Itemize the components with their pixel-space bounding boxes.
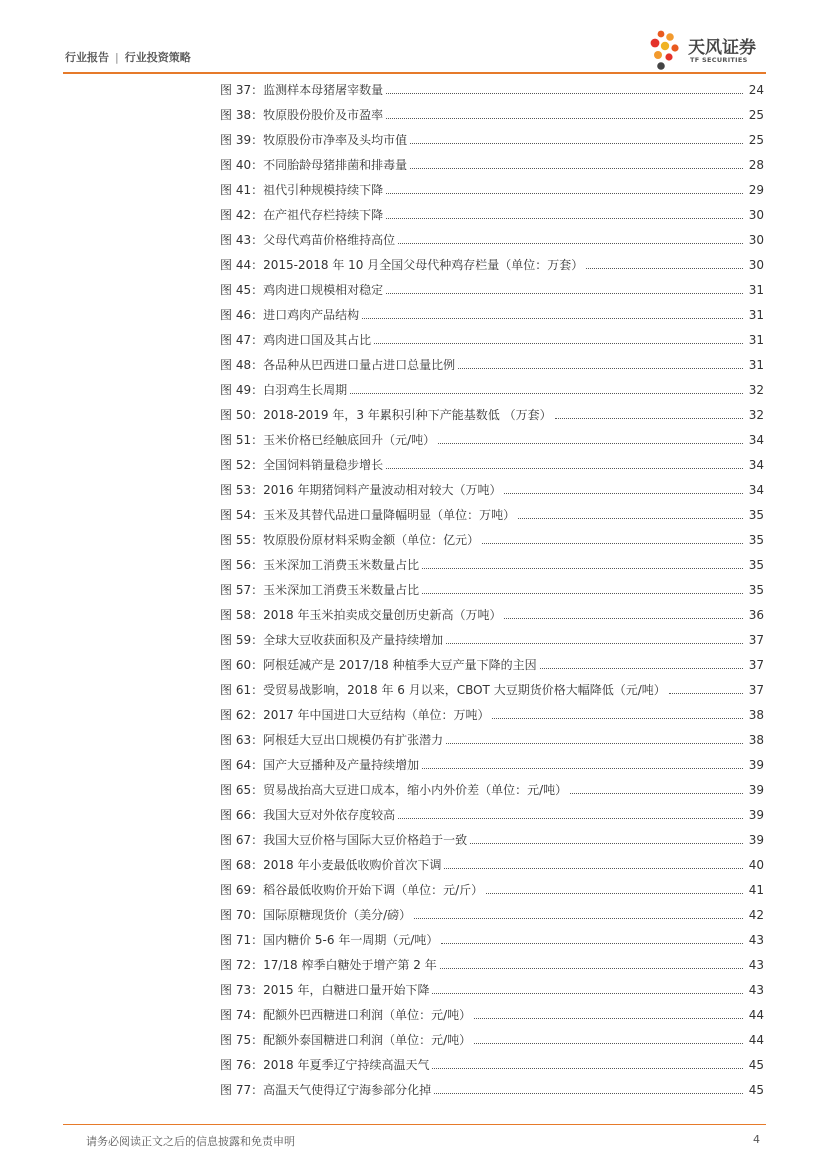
figure-page-number: 34 bbox=[748, 432, 764, 447]
toc-row[interactable] bbox=[220, 802, 764, 827]
figure-number: 图 70： bbox=[220, 908, 264, 922]
figure-number: 图 43： bbox=[220, 233, 264, 247]
toc-row[interactable] bbox=[220, 127, 764, 152]
figure-title: 阿根廷大豆出口规模仍有扩张潜力 bbox=[263, 733, 444, 747]
figure-title: 我国大豆价格与国际大豆价格趋于一致 bbox=[263, 833, 468, 847]
dot-leader bbox=[386, 468, 743, 469]
dot-leader bbox=[504, 618, 743, 619]
breadcrumb-report-type: 行业报告 bbox=[65, 51, 109, 64]
toc-row[interactable] bbox=[220, 727, 764, 752]
company-logo bbox=[648, 28, 766, 72]
toc-row[interactable] bbox=[220, 152, 764, 177]
figure-title: 全球大豆收获面积及产量持续增加 bbox=[263, 633, 444, 647]
figure-list bbox=[220, 77, 764, 1102]
figure-page-number: 45 bbox=[748, 1057, 764, 1072]
figure-page-number: 32 bbox=[748, 407, 764, 422]
breadcrumb-report-category: 行业投资策略 bbox=[124, 51, 191, 64]
figure-page-number: 39 bbox=[748, 807, 764, 822]
figure-title: 2015-2018 年 10 月全国父母代种鸡存栏量（单位：万套） bbox=[263, 258, 584, 272]
figure-title: 国际原糖现货价（美分/磅） bbox=[263, 908, 412, 922]
figure-number: 图 45： bbox=[220, 283, 264, 297]
figure-title: 父母代鸡苗价格维持高位 bbox=[263, 233, 396, 247]
figure-page-number: 35 bbox=[748, 507, 764, 522]
figure-number: 图 63： bbox=[220, 733, 264, 747]
figure-page-number: 30 bbox=[748, 207, 764, 222]
figure-page-number: 37 bbox=[748, 657, 764, 672]
figure-title: 白羽鸡生长周期 bbox=[263, 383, 348, 397]
page-header bbox=[63, 0, 766, 76]
dot-leader bbox=[432, 993, 743, 994]
figure-title: 贸易战抬高大豆进口成本，缩小内外价差（单位：元/吨） bbox=[263, 783, 568, 797]
dot-leader bbox=[441, 943, 743, 944]
figure-number: 图 39： bbox=[220, 133, 264, 147]
footer-disclaimer: 请务必阅读正文之后的信息披露和免责申明 bbox=[86, 1135, 295, 1148]
figure-page-number: 25 bbox=[748, 107, 764, 122]
toc-row[interactable] bbox=[220, 452, 764, 477]
figure-number: 图 68： bbox=[220, 858, 264, 872]
dot-leader bbox=[434, 1093, 743, 1094]
figure-page-number: 37 bbox=[748, 682, 764, 697]
figure-page-number: 36 bbox=[748, 607, 764, 622]
figure-title: 国内糖价 5-6 年一周期（元/吨） bbox=[263, 933, 439, 947]
figure-page-number: 40 bbox=[748, 857, 764, 872]
figure-title: 配额外巴西糖进口利润（单位：元/吨） bbox=[263, 1008, 472, 1022]
figure-number: 图 76： bbox=[220, 1058, 264, 1072]
figure-page-number: 34 bbox=[748, 482, 764, 497]
dot-leader bbox=[422, 768, 743, 769]
figure-number: 图 71： bbox=[220, 933, 264, 947]
breadcrumb bbox=[65, 49, 191, 65]
dot-leader bbox=[374, 343, 743, 344]
toc-row[interactable] bbox=[220, 677, 764, 702]
figure-number: 图 42： bbox=[220, 208, 264, 222]
figure-title: 鸡肉进口规模相对稳定 bbox=[263, 283, 384, 297]
figure-number: 图 74： bbox=[220, 1008, 264, 1022]
figure-title: 鸡肉进口国及其占比 bbox=[263, 333, 372, 347]
figure-page-number: 34 bbox=[748, 457, 764, 472]
dot-leader bbox=[458, 368, 743, 369]
figure-number: 图 57： bbox=[220, 583, 264, 597]
figure-page-number: 31 bbox=[748, 282, 764, 297]
toc-row[interactable] bbox=[220, 302, 764, 327]
dot-leader bbox=[518, 518, 743, 519]
figure-number: 图 46： bbox=[220, 308, 264, 322]
figure-title: 玉米深加工消费玉米数量占比 bbox=[263, 558, 420, 572]
figure-page-number: 30 bbox=[748, 257, 764, 272]
dot-leader bbox=[432, 1068, 743, 1069]
figure-title: 祖代引种规模持续下降 bbox=[263, 183, 384, 197]
toc-row[interactable] bbox=[220, 377, 764, 402]
figure-number: 图 67： bbox=[220, 833, 264, 847]
dot-leader bbox=[422, 593, 743, 594]
toc-row[interactable] bbox=[220, 652, 764, 677]
figure-number: 图 64： bbox=[220, 758, 264, 772]
figure-page-number: 45 bbox=[748, 1082, 764, 1097]
figure-page-number: 38 bbox=[748, 732, 764, 747]
figure-number: 图 41： bbox=[220, 183, 264, 197]
figure-title: 2015 年，白糖进口量开始下降 bbox=[263, 983, 430, 997]
toc-row[interactable] bbox=[220, 602, 764, 627]
toc-row[interactable] bbox=[220, 902, 764, 927]
figure-title: 高温天气使得辽宁海参部分化掉 bbox=[263, 1083, 432, 1097]
figure-number: 图 66： bbox=[220, 808, 264, 822]
figure-title: 2018 年玉米拍卖成交量创历史新高（万吨） bbox=[263, 608, 502, 622]
toc-row[interactable] bbox=[220, 352, 764, 377]
toc-row[interactable] bbox=[220, 877, 764, 902]
toc-row[interactable] bbox=[220, 1002, 764, 1027]
dot-leader bbox=[492, 718, 743, 719]
dot-leader bbox=[386, 93, 743, 94]
dot-leader bbox=[350, 393, 743, 394]
dot-leader bbox=[422, 568, 743, 569]
figure-number: 图 44： bbox=[220, 258, 264, 272]
figure-title: 阿根廷减产是 2017/18 种植季大豆产量下降的主因 bbox=[263, 658, 537, 672]
dot-leader bbox=[570, 793, 743, 794]
figure-title: 受贸易战影响，2018 年 6 月以来，CBOT 大豆期货价格大幅降低（元/吨） bbox=[263, 683, 666, 697]
figure-number: 图 58： bbox=[220, 608, 264, 622]
logo-flower-icon bbox=[648, 28, 688, 72]
figure-page-number: 35 bbox=[748, 582, 764, 597]
figure-title: 稻谷最低收购价开始下调（单位：元/斤） bbox=[263, 883, 484, 897]
toc-row[interactable] bbox=[220, 77, 764, 102]
figure-page-number: 43 bbox=[748, 932, 764, 947]
dot-leader bbox=[669, 693, 743, 694]
logo-chinese-name: 天风证券 bbox=[688, 38, 756, 58]
figure-page-number: 25 bbox=[748, 132, 764, 147]
toc-row[interactable] bbox=[220, 477, 764, 502]
figure-title: 监测样本母猪屠宰数量 bbox=[263, 83, 384, 97]
figure-number: 图 60： bbox=[220, 658, 264, 672]
figure-number: 图 53： bbox=[220, 483, 264, 497]
figure-number: 图 49： bbox=[220, 383, 264, 397]
figure-number: 图 51： bbox=[220, 433, 264, 447]
dot-leader bbox=[555, 418, 743, 419]
dot-leader bbox=[440, 968, 743, 969]
figure-title: 我国大豆对外依存度较高 bbox=[263, 808, 396, 822]
figure-page-number: 41 bbox=[748, 882, 764, 897]
figure-page-number: 31 bbox=[748, 332, 764, 347]
figure-title: 2016 年期猪饲料产量波动相对较大（万吨） bbox=[263, 483, 502, 497]
figure-number: 图 77： bbox=[220, 1083, 264, 1097]
figure-title: 2017 年中国进口大豆结构（单位：万吨） bbox=[263, 708, 490, 722]
figure-page-number: 30 bbox=[748, 232, 764, 247]
figure-page-number: 35 bbox=[748, 532, 764, 547]
toc-row[interactable] bbox=[220, 927, 764, 952]
figure-number: 图 38： bbox=[220, 108, 264, 122]
figure-number: 图 50： bbox=[220, 408, 264, 422]
toc-row[interactable] bbox=[220, 227, 764, 252]
figure-title: 2018 年小麦最低收购价首次下调 bbox=[263, 858, 442, 872]
toc-row[interactable] bbox=[220, 777, 764, 802]
dot-leader bbox=[482, 543, 743, 544]
figure-title: 配额外泰国糖进口利润（单位：元/吨） bbox=[263, 1033, 472, 1047]
toc-row[interactable] bbox=[220, 1077, 764, 1102]
figure-page-number: 44 bbox=[748, 1032, 764, 1047]
toc-row[interactable] bbox=[220, 952, 764, 977]
figure-page-number: 38 bbox=[748, 707, 764, 722]
dot-leader bbox=[470, 843, 743, 844]
toc-row[interactable] bbox=[220, 202, 764, 227]
figure-page-number: 35 bbox=[748, 557, 764, 572]
figure-title: 玉米价格已经触底回升（元/吨） bbox=[263, 433, 436, 447]
figure-number: 图 59： bbox=[220, 633, 264, 647]
dot-leader bbox=[474, 1043, 743, 1044]
figure-number: 图 62： bbox=[220, 708, 264, 722]
figure-number: 图 56： bbox=[220, 558, 264, 572]
figure-page-number: 39 bbox=[748, 832, 764, 847]
figure-page-number: 39 bbox=[748, 782, 764, 797]
figure-title: 进口鸡肉产品结构 bbox=[263, 308, 360, 322]
figure-number: 图 73： bbox=[220, 983, 264, 997]
dot-leader bbox=[540, 668, 743, 669]
figure-page-number: 31 bbox=[748, 307, 764, 322]
toc-row[interactable] bbox=[220, 102, 764, 127]
dot-leader bbox=[398, 243, 743, 244]
figure-number: 图 47： bbox=[220, 333, 264, 347]
figure-number: 图 40： bbox=[220, 158, 264, 172]
toc-row[interactable] bbox=[220, 627, 764, 652]
dot-leader bbox=[386, 218, 743, 219]
toc-row[interactable] bbox=[220, 177, 764, 202]
toc-row[interactable] bbox=[220, 277, 764, 302]
toc-row[interactable] bbox=[220, 327, 764, 352]
dot-leader bbox=[446, 743, 743, 744]
figure-title: 各品种从巴西进口量占进口总量比例 bbox=[263, 358, 456, 372]
dot-leader bbox=[486, 893, 743, 894]
figure-title: 在产祖代存栏持续下降 bbox=[263, 208, 384, 222]
dot-leader bbox=[386, 193, 743, 194]
logo-english-name: TF SECURITIES bbox=[690, 56, 748, 64]
dot-leader bbox=[414, 918, 743, 919]
toc-row[interactable] bbox=[220, 252, 764, 277]
dot-leader bbox=[474, 1018, 743, 1019]
figure-number: 图 65： bbox=[220, 783, 264, 797]
toc-row[interactable] bbox=[220, 577, 764, 602]
figure-number: 图 55： bbox=[220, 533, 264, 547]
figure-title: 2018-2019 年，3 年累积引种下产能基数低 （万套） bbox=[263, 408, 552, 422]
figure-title: 牧原股份股价及市盈率 bbox=[263, 108, 384, 122]
figure-title: 17/18 榨季白糖处于增产第 2 年 bbox=[263, 958, 437, 972]
dot-leader bbox=[362, 318, 743, 319]
figure-title: 国产大豆播种及产量持续增加 bbox=[263, 758, 420, 772]
figure-title: 2018 年夏季辽宁持续高温天气 bbox=[263, 1058, 430, 1072]
figure-number: 图 48： bbox=[220, 358, 264, 372]
breadcrumb-separator: | bbox=[115, 51, 119, 64]
toc-row[interactable] bbox=[220, 1052, 764, 1077]
toc-row[interactable] bbox=[220, 852, 764, 877]
dot-leader bbox=[386, 118, 743, 119]
dot-leader bbox=[410, 143, 743, 144]
figure-page-number: 37 bbox=[748, 632, 764, 647]
dot-leader bbox=[586, 268, 743, 269]
toc-row[interactable] bbox=[220, 752, 764, 777]
toc-row[interactable] bbox=[220, 527, 764, 552]
figure-page-number: 24 bbox=[748, 82, 764, 97]
figure-number: 图 72： bbox=[220, 958, 264, 972]
figure-page-number: 32 bbox=[748, 382, 764, 397]
dot-leader bbox=[438, 443, 743, 444]
toc-row[interactable] bbox=[220, 702, 764, 727]
figure-page-number: 31 bbox=[748, 357, 764, 372]
dot-leader bbox=[444, 868, 743, 869]
page-number: 4 bbox=[753, 1133, 760, 1146]
figure-number: 图 52： bbox=[220, 458, 264, 472]
figure-page-number: 28 bbox=[748, 157, 764, 172]
toc-row[interactable] bbox=[220, 827, 764, 852]
figure-page-number: 43 bbox=[748, 957, 764, 972]
toc-row[interactable] bbox=[220, 1027, 764, 1052]
toc-row[interactable] bbox=[220, 977, 764, 1002]
toc-row[interactable] bbox=[220, 402, 764, 427]
toc-row[interactable] bbox=[220, 552, 764, 577]
figure-title: 玉米深加工消费玉米数量占比 bbox=[263, 583, 420, 597]
figure-title: 牧原股份市净率及头均市值 bbox=[263, 133, 408, 147]
figure-number: 图 37： bbox=[220, 83, 264, 97]
figure-number: 图 54： bbox=[220, 508, 264, 522]
dot-leader bbox=[446, 643, 743, 644]
figure-page-number: 42 bbox=[748, 907, 764, 922]
header-divider bbox=[63, 72, 766, 74]
figure-page-number: 29 bbox=[748, 182, 764, 197]
toc-row[interactable] bbox=[220, 427, 764, 452]
dot-leader bbox=[410, 168, 743, 169]
figure-title: 全国饲料销量稳步增长 bbox=[263, 458, 384, 472]
figure-number: 图 61： bbox=[220, 683, 264, 697]
dot-leader bbox=[386, 293, 743, 294]
figure-title: 牧原股份原材料采购金额（单位：亿元） bbox=[263, 533, 480, 547]
footer-divider bbox=[63, 1124, 766, 1125]
dot-leader bbox=[398, 818, 743, 819]
figure-page-number: 43 bbox=[748, 982, 764, 997]
figure-page-number: 39 bbox=[748, 757, 764, 772]
figure-page-number: 44 bbox=[748, 1007, 764, 1022]
figure-title: 玉米及其替代品进口量降幅明显（单位：万吨） bbox=[263, 508, 516, 522]
figure-number: 图 75： bbox=[220, 1033, 264, 1047]
toc-row[interactable] bbox=[220, 502, 764, 527]
figure-title: 不同胎龄母猪排菌和排毒量 bbox=[263, 158, 408, 172]
dot-leader bbox=[504, 493, 743, 494]
figure-number: 图 69： bbox=[220, 883, 264, 897]
